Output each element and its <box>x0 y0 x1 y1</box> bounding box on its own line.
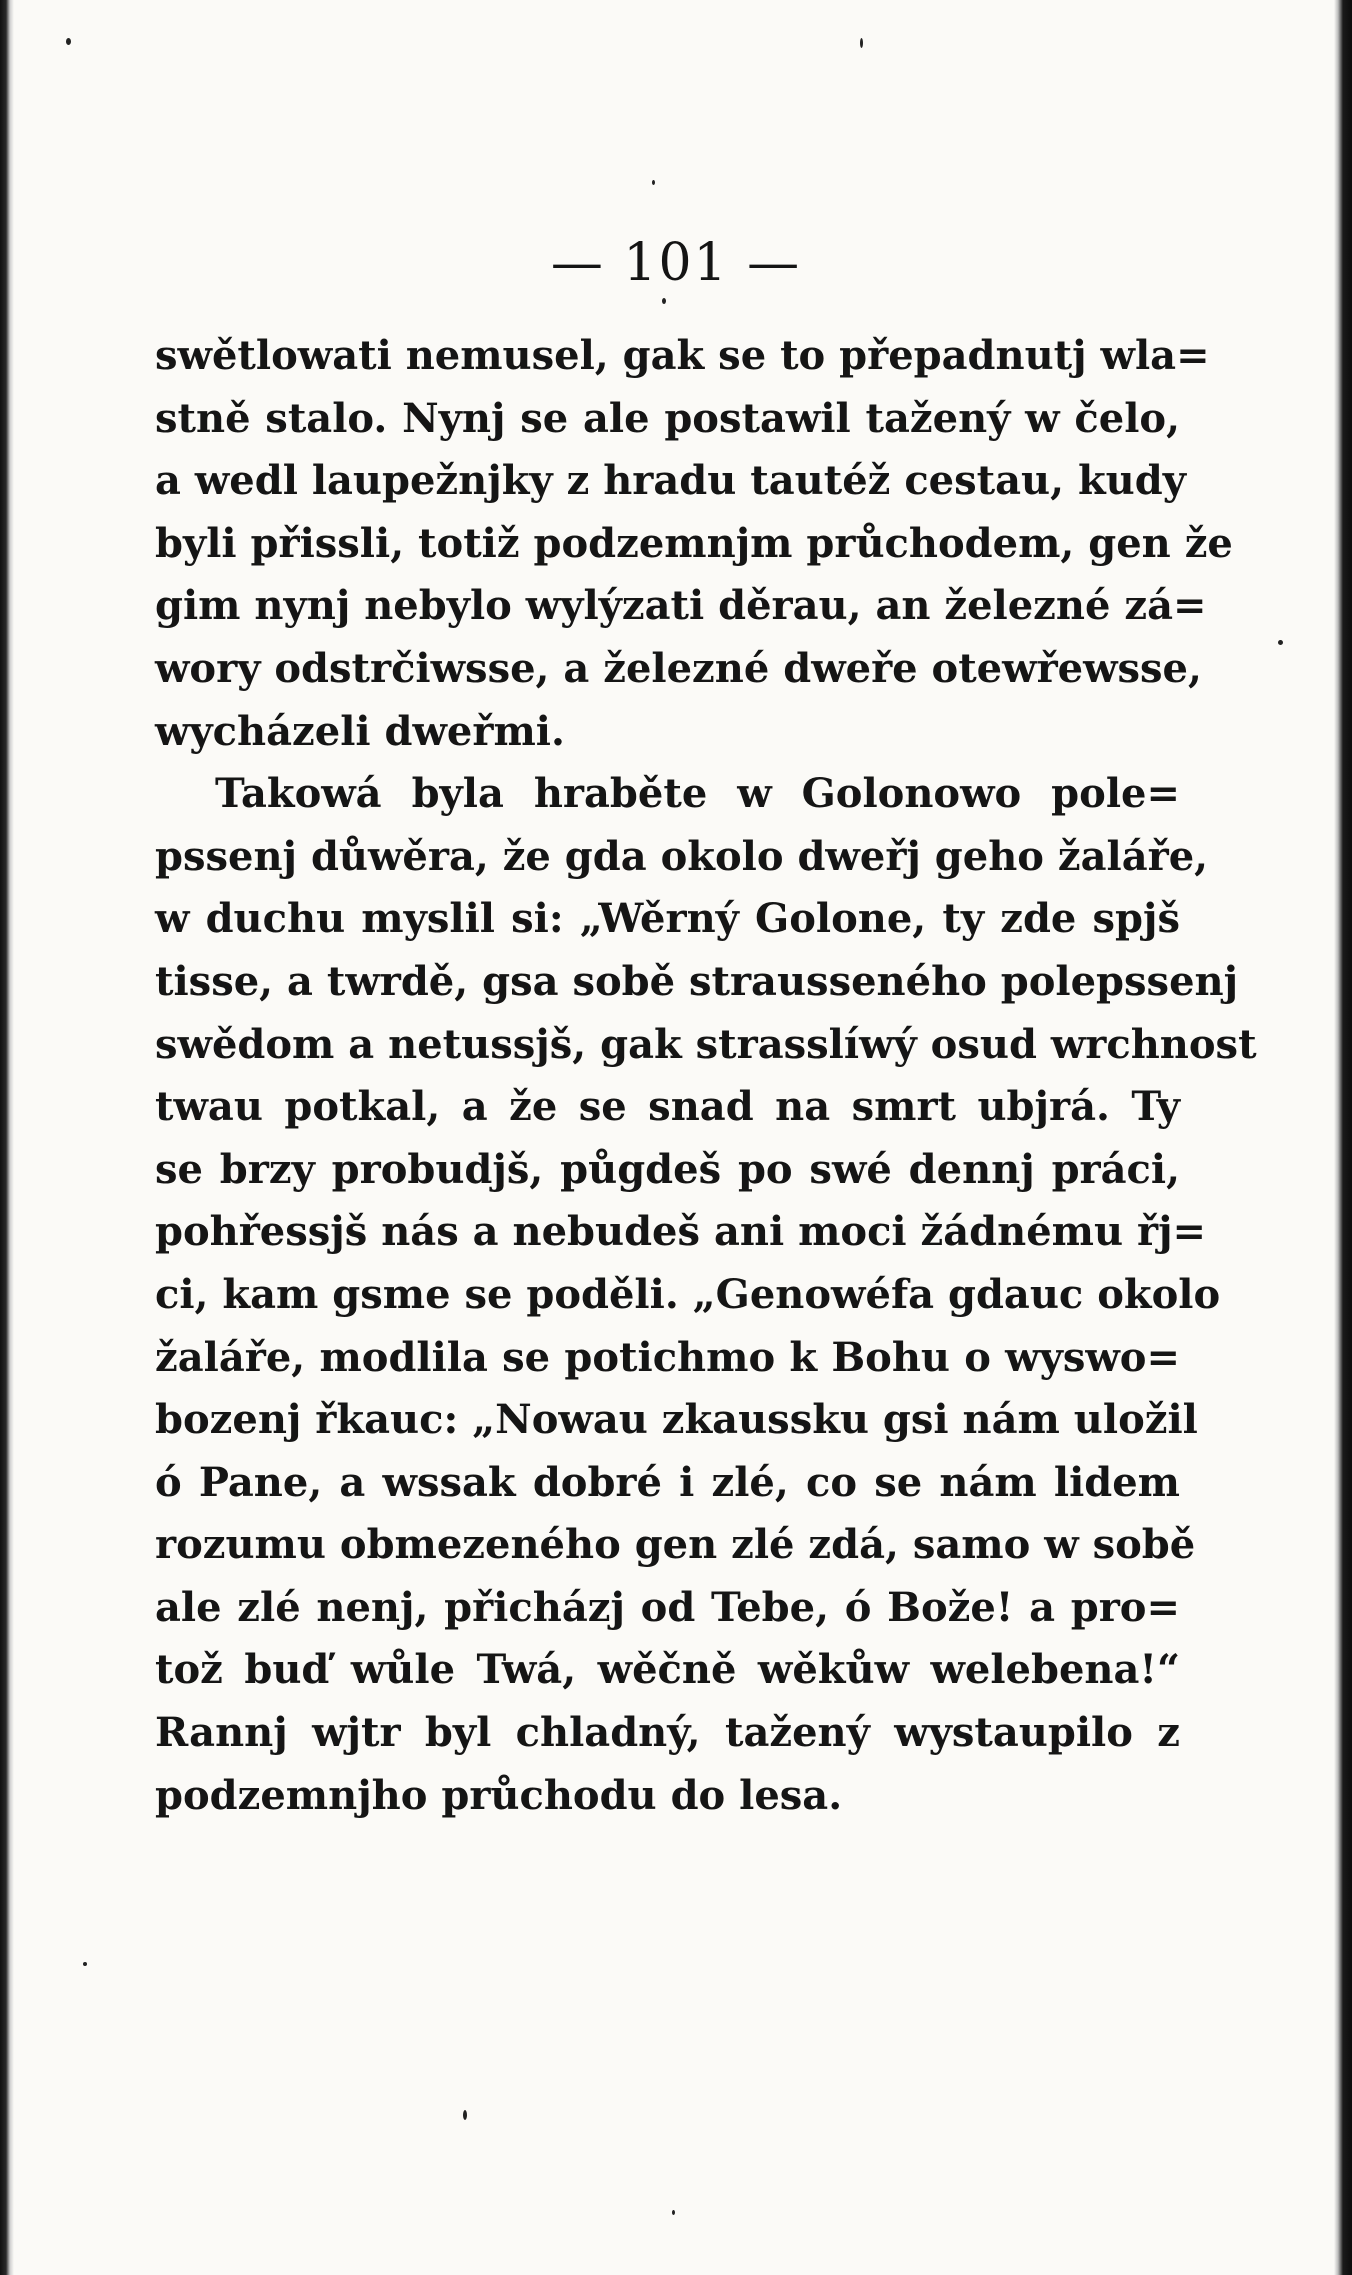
scan-speck <box>66 38 71 45</box>
text-line: žaláře, modlila se potichmo k Bohu o wyswo= <box>155 1333 1180 1381</box>
text-line: ci, kam gsme se poděli. „Genowéfa gdauc okolo <box>155 1270 1221 1318</box>
scan-speck <box>463 2110 467 2120</box>
body-text <box>155 325 1257 1827</box>
text-line: wory odstrčiwsse, a železné dweře otewřewsse, <box>155 644 1202 692</box>
scan-speck <box>662 298 666 304</box>
text-line: tisse, a twrdě, gsa sobě strausseného polepssenj <box>155 957 1239 1005</box>
text-line: tož buď wůle Twá, wěčně wěkůw welebena!“ <box>155 1646 1180 1694</box>
scan-speck <box>83 1962 87 1966</box>
scan-speck <box>652 180 655 185</box>
scan-speck <box>1278 640 1283 645</box>
text-line: stně stalo. Nynj se ale postawil tažený w čelo, <box>155 394 1180 442</box>
text-line: gim nynj nebylo wylýzati děrau, an železné zá= <box>155 582 1207 630</box>
scan-speck <box>672 2210 675 2215</box>
text-line: bozenj řkauc: „Nowau zkaussku gsi nám uložil <box>155 1396 1198 1444</box>
text-line: wycházeli dweřmi. <box>155 707 565 755</box>
text-line: Takowá byla hraběte w Golonowo pole= <box>215 770 1180 818</box>
text-line: pssenj důwěra, že gda okolo dweřj geho žaláře, <box>155 832 1209 880</box>
scan-speck <box>860 38 863 48</box>
text-line: rozumu obmezeného gen zlé zdá, samo w sobě <box>155 1521 1196 1569</box>
text-line: swědom a netussjš, gak strasslíwý osud wrchnost <box>155 1020 1257 1068</box>
page-right-edge-shadow <box>1334 0 1352 2275</box>
text-line: byli přissli, totiž podzemnjm průchodem, gen že <box>155 519 1233 567</box>
text-line: se brzy probudjš, půgdeš po swé dennj práci, <box>155 1145 1180 1193</box>
text-line: Rannj wjtr byl chladný, tažený wystaupilo z <box>155 1709 1180 1757</box>
text-line: a wedl laupežnjky z hradu tautéž cestau, kudy <box>155 457 1186 505</box>
page-number: — 101 — <box>550 233 802 293</box>
text-line: pohřessjš nás a nebudeš ani moci žádnému řj= <box>155 1208 1207 1256</box>
text-line: swětlowati nemusel, gak se to přepadnutj wla= <box>155 332 1210 379</box>
text-line: twau potkal, a že se snad na smrt ubjrá. Ty <box>155 1083 1180 1131</box>
page-left-edge-shadow <box>0 0 14 2275</box>
text-line: ó Pane, a wssak dobré i zlé, co se nám lidem <box>155 1458 1180 1506</box>
text-line: podzemnjho průchodu do lesa. <box>155 1771 843 1819</box>
text-line: ale zlé nenj, přicházj od Tebe, ó Bože! a pro= <box>155 1583 1180 1631</box>
text-line: w duchu myslil si: „Wěrný Golone, ty zde spjš <box>155 895 1180 943</box>
